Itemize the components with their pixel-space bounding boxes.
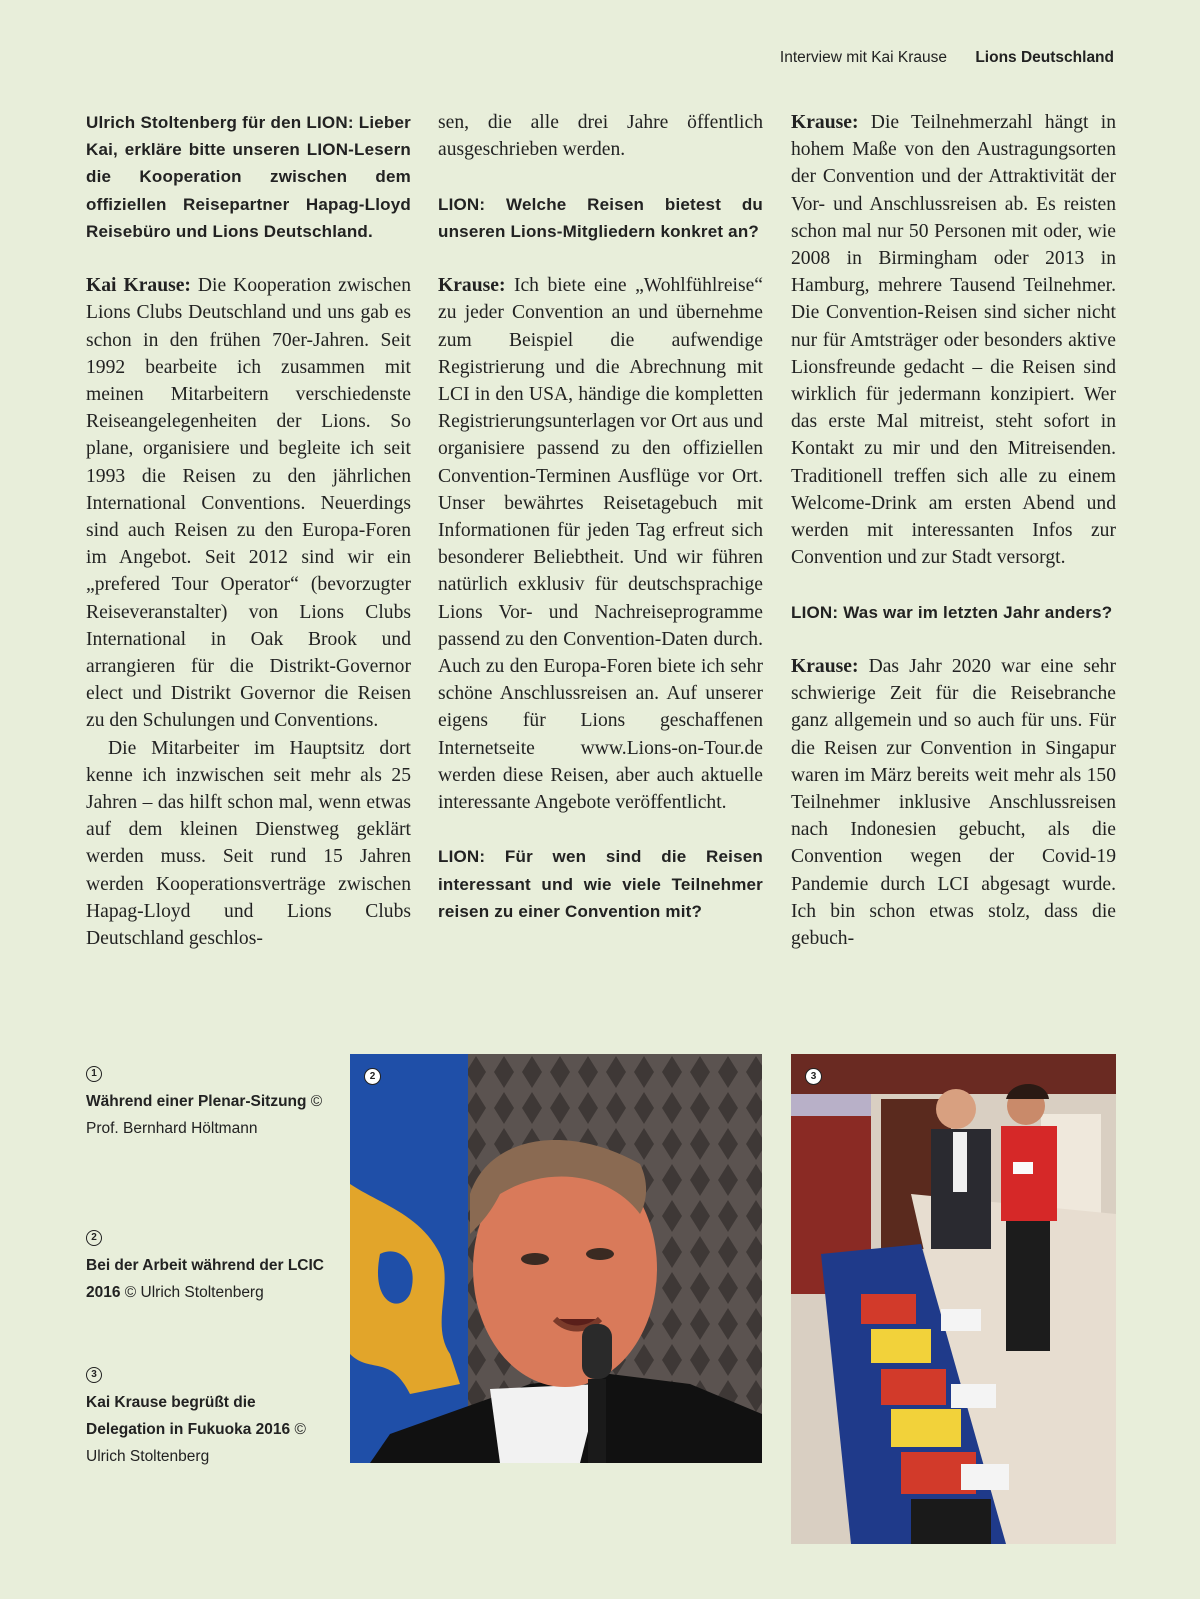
answer-1-end: sen, die alle drei Jahre öffentlich ausgeschrieben werden. — [438, 112, 763, 161]
caption-number-3: 3 — [86, 1367, 102, 1383]
caption-3 — [86, 1367, 336, 1470]
speaker-label: Kai Krause: — [86, 275, 191, 297]
caption-2-title: Bei der Arbeit während der LCIC 2016 — [86, 1257, 324, 1301]
caption-1-credit: © Prof. Bernhard Höltmann — [86, 1093, 323, 1137]
question-1: Ulrich Stoltenberg für den LION: Lieber Kai, erkläre bitte unseren LION-Lesern die Kooperation zwischen dem offiziellen Reisepartner Hapag-Lloyd Reisebüro und Lions Deutschland. — [86, 113, 411, 241]
caption-1 — [86, 1066, 336, 1142]
running-header — [780, 49, 1114, 67]
photo-2-illustration — [350, 1054, 762, 1463]
speaker-label: Krause: — [791, 112, 859, 133]
caption-2 — [86, 1230, 336, 1306]
text-column-3 — [791, 109, 1116, 952]
answer-1 — [86, 272, 411, 734]
caption-1-title: Während einer Plenar-Sitzung — [86, 1093, 307, 1110]
photo-speaker-microphone — [350, 1054, 762, 1463]
answer-3 — [791, 109, 1116, 571]
speaker-label: Krause: — [438, 275, 506, 297]
caption-3-title: Kai Krause begrüßt die Delegation in Fukuoka 2016 — [86, 1394, 291, 1438]
caption-number-1: 1 — [86, 1066, 102, 1082]
question-4: LION: Was war im letzten Jahr anders? — [791, 602, 1113, 622]
header-section-title: Interview mit Kai Krause — [779, 49, 948, 66]
answer-3-text: Die Teilnehmerzahl hängt in hohem Maße von den Austragungsorten der Convention und der Attraktivität der Vor- und Anschlussreisen ab. Es reisten schon mal nur 50 Personen mit oder, wie 2008 in Birmingham oder 2013 in Hamburg, mehrere Tausend Teilnehmer. Die Convention-Reisen sind sicher nicht nur für Amtsträger oder besonders aktive Lionsfreunde gedacht – die Reisen sind wirklich für jedermann konzipiert. Wer das erste Mal mitreist, steht sofort in Kontakt zu mir und den Mitreisenden. Traditionell treffen sich alle zu einem Welcome-Drink am ersten Abend und werden mit interessanten Infos zur Convention und zur Stadt versorgt. — [791, 112, 1116, 569]
photo-delegation-welcome — [791, 1054, 1116, 1544]
answer-4 — [791, 653, 1116, 952]
header-brand: Lions Deutschland — [975, 49, 1114, 66]
photo-number-2: 2 — [364, 1068, 381, 1085]
caption-2-credit: © Ulrich Stoltenberg — [120, 1284, 264, 1301]
answer-4-text: Das Jahr 2020 war eine sehr schwierige Zeit für die Reisebranche ganz allgemein und so auch für uns. Für die Reisen zur Convention in Singapur waren im März bereits weit mehr als 150 Teilnehmer inklusive Anschlussreisen nach Indonesien gebucht, als die Convention wegen der Covid-19 Pandemie durch LCI abgesagt wurde. Ich bin schon etwas stolz, dass die gebuch- — [791, 656, 1116, 950]
answer-1-continued: Die Mitarbeiter im Hauptsitz dort kenne ich inzwischen seit mehr als 25 Jahren – das hilft schon mal, wenn etwas auf dem kleinen Dienstweg geklärt werden muss. Seit rund 15 Jahren werden Kooperationsverträge zwischen Hapag-Lloyd und Lions Clubs Deutschland geschlos- — [86, 737, 411, 950]
text-column-2 — [438, 109, 763, 925]
text-column-1 — [86, 109, 411, 952]
answer-2 — [438, 272, 763, 816]
answer-1-text: Die Kooperation zwischen Lions Clubs Deutschland und uns gab es schon in den frühen 70er-Jahren. Seit 1992 bearbeite ich zusammen mit meinen Mitarbeitern verschiedenste Reiseangelegenheiten der Lions. So plane, organisiere und begleite ich seit 1993 die Reisen zu den jährlichen International Conventions. Neuerdings sind auch Reisen zu den Europa-Foren im Angebot. Seit 2012 sind wir ein „prefered Tour Operator“ (bevorzugter Reiseveranstalter) von Lions Clubs International in Oak Brook und arrangieren für die Distrikt-Governor elect und Distrikt Governor die Reisen zu den Schulungen und Conventions. — [86, 275, 411, 732]
caption-number-2: 2 — [86, 1230, 102, 1246]
speaker-label: Krause: — [791, 656, 859, 678]
photo-number-3: 3 — [805, 1068, 822, 1085]
photo-3-illustration — [791, 1054, 1116, 1544]
question-3: LION: Für wen sind die Reisen interessant und wie viele Teilnehmer reisen zu einer Convention mit? — [438, 847, 763, 921]
answer-2-text: Ich biete eine „Wohlfühlreise“ zu jeder Convention an und übernehme zum Beispiel die aufwendige Registrierung und die Abrechnung mit LCI in den USA, händige die kompletten Registrierungsunterlagen vor Ort aus und organisiere passend zu den offiziellen Convention-Terminen Ausflüge vor Ort. Unser bewährtes Reisetagebuch mit Informationen für jeden Tag erfreut sich besonderer Beliebtheit. Und wir führen natürlich exklusiv für deutschsprachige Lions Vor- und Nachreiseprogramme passend zu den Convention-Daten durch. Auch zu den Europa-Foren biete ich sehr schöne Anschlussreisen an. Auf unserer eigens für Lions geschaffenen Internetseite www.Lions-on-Tour.de werden diese Reisen, aber auch aktuelle interessante Angebote veröffentlicht. — [438, 275, 763, 814]
question-2: LION: Welche Reisen bietest du unseren Lions-Mitgliedern konkret an? — [438, 194, 763, 241]
caption-3-credit: © Ulrich Stoltenberg — [86, 1421, 306, 1465]
